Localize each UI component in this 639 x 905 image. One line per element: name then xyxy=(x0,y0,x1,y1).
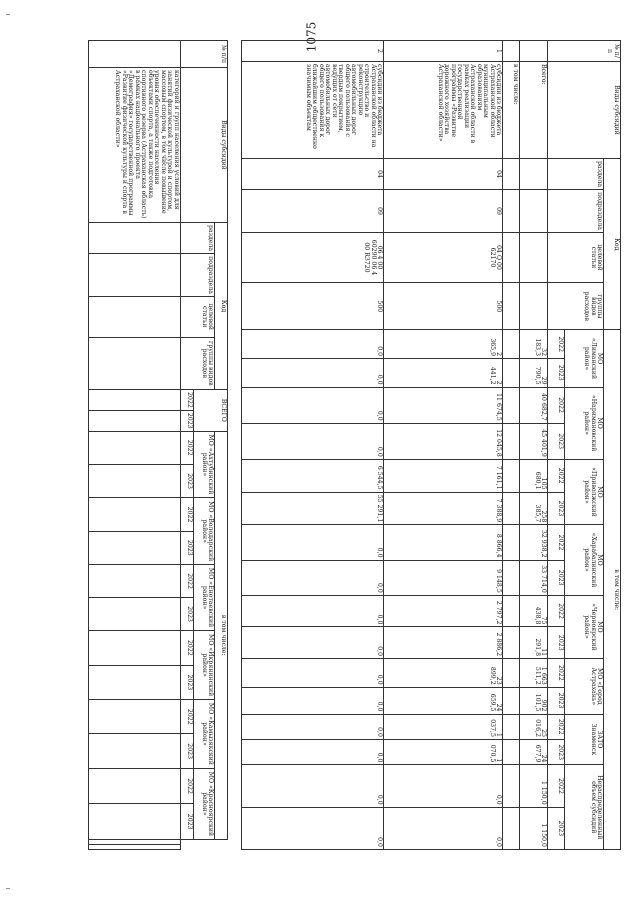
row-value: 12 045,8 xyxy=(384,423,503,459)
year-header: 2023 xyxy=(180,464,193,497)
row-value: 24 659,5 xyxy=(384,687,503,714)
row-kind-cell: категорий и групп населения условий для занятий физической культурой и спортом, массовым спортом, в том числе повышение уровня обеспеченности населения объектами спорта, а также подготовка спортивного резерва (Астраханская область) в рамках национального проекта «Демография» государственной программы «Развитие физической культуры и спорта в Астраханской области» xyxy=(89,68,181,223)
row-podrazdel: 09 xyxy=(384,190,503,233)
code-podrazdel-header: подраздела xyxy=(548,190,604,233)
row-value: 0,0 xyxy=(242,359,384,388)
region-header: МО «Лиманский район» xyxy=(564,330,603,387)
total-value: 25 016,2 xyxy=(520,714,548,739)
row-num: 2 xyxy=(242,41,384,62)
total-value: 258 385,7 xyxy=(520,492,548,525)
row-vid: 500 xyxy=(242,283,384,330)
region-header: МО «Володарский район» xyxy=(193,498,215,565)
subsidy-table-lower xyxy=(241,40,621,850)
row-value: 7 161,1 xyxy=(384,459,503,492)
incl-label: в том числе: xyxy=(503,62,520,159)
region-header: МО «Камызякский район» xyxy=(193,700,215,769)
total-row xyxy=(520,41,548,850)
row-value: 23 899,2 xyxy=(384,659,503,688)
row-razdel: 04 xyxy=(242,159,384,190)
region-header: МО «Наримановский район» xyxy=(564,387,603,459)
row-value: 2 365,9 xyxy=(384,330,503,359)
code-vid-header: группы видов расходов xyxy=(180,337,214,389)
row-value: 0,0 xyxy=(242,714,384,739)
col-kind-header: Виды субсидий xyxy=(180,68,227,223)
row-value: 0,0 xyxy=(242,423,384,459)
year-header: 2022 xyxy=(180,565,193,598)
row-vid: 500 xyxy=(384,283,503,330)
page-number: 1075 xyxy=(304,21,319,53)
table-lower-wrapper xyxy=(241,40,621,850)
year-header: 2022 xyxy=(180,700,193,734)
year-header: 2022 xyxy=(180,390,193,411)
code-podrazdel-header: подраздела xyxy=(180,254,214,297)
row-num-cell xyxy=(89,41,181,68)
table-row xyxy=(242,41,384,850)
year-header: 2023 xyxy=(548,423,565,459)
region-header: ЗАТО Знаменск xyxy=(564,714,603,765)
col-kind-header: Виды субсидий xyxy=(548,62,621,159)
region-header: МО «Красноярский район» xyxy=(193,768,215,839)
code-vid-header: группы видов расходов xyxy=(548,283,604,330)
total-value: 1 663 511,2 xyxy=(520,659,548,688)
region-header: МО «Приволжский район» xyxy=(564,459,603,525)
subsidy-table-upper xyxy=(88,40,228,850)
col-num-header: № п/п xyxy=(180,41,227,68)
year-header: 2022 xyxy=(548,765,565,807)
scan-mark xyxy=(6,888,10,889)
row-value: 0,0 xyxy=(242,525,384,560)
year-header: 2022 xyxy=(548,659,565,688)
row-value: 6 544,5 xyxy=(242,459,384,492)
total-value: 32 183,3 xyxy=(520,330,548,359)
row-value: 0,0 xyxy=(242,807,384,849)
total-value: 11 291,8 xyxy=(520,627,548,659)
row-value: 0,0 xyxy=(242,687,384,714)
row-value: 2 797,2 xyxy=(384,595,503,627)
total-value: 45 401,9 xyxy=(520,423,548,459)
row-num: 1 xyxy=(384,41,503,62)
total-value: 1 150,0 xyxy=(520,765,548,807)
total-value: 32 938,2 xyxy=(520,525,548,560)
row-value: 0,0 xyxy=(242,739,384,764)
year-header: 2023 xyxy=(180,598,193,631)
region-header: МО «Ахтубинский район» xyxy=(193,431,215,498)
year-header: 2023 xyxy=(548,359,565,388)
row-value: 1 070,5 xyxy=(384,739,503,764)
code-razdel-header: раздела xyxy=(548,159,604,190)
year-header: 2023 xyxy=(548,687,565,714)
row-kind: субсидии из бюджета Астраханской области на строительство и реконструкцию автомобильных дорог общего пользования с твердым покрытием, ведущих от сети автомобильных дорог общего пользования к ближайшим общественно значимым объектам xyxy=(242,62,384,159)
region-header: МО «Енотаевский район» xyxy=(193,565,215,631)
year-header: 2022 xyxy=(548,595,565,627)
row-value: 8 866,4 xyxy=(384,525,503,560)
year-header: 2022 xyxy=(548,525,565,560)
row-value: 55 291,1 xyxy=(242,492,384,525)
incl-row xyxy=(503,41,520,850)
row-value: 0,0 xyxy=(242,659,384,688)
year-header: 2023 xyxy=(180,804,193,840)
row-value: 0,0 xyxy=(242,595,384,627)
year-header: 2023 xyxy=(548,560,565,595)
region-header: Нераспределенный объем субсидий xyxy=(564,765,603,850)
year-header: 2022 xyxy=(548,714,565,739)
year-header: 2023 xyxy=(548,739,565,764)
row-value: 0,0 xyxy=(242,627,384,659)
scan-mark xyxy=(6,14,10,15)
col-incl-header: в том числе: xyxy=(215,431,228,839)
year-header: 2023 xyxy=(180,734,193,768)
row-value: 2 886,2 xyxy=(384,627,503,659)
total-value: 24 677,9 xyxy=(520,739,548,764)
region-header: МО «Харабалинский район» xyxy=(564,525,603,596)
col-total-header: ВСЕГО xyxy=(193,390,227,432)
table-row xyxy=(384,41,503,850)
row-value: 7 388,9 xyxy=(384,492,503,525)
row-value: 0,0 xyxy=(384,807,503,849)
year-header: 2022 xyxy=(180,768,193,804)
year-header: 2022 xyxy=(180,498,193,531)
row-value: 1 037,5 xyxy=(384,714,503,739)
row-value: 11 674,5 xyxy=(384,387,503,423)
row-statya: 06 4 00 60290 06 4 00 R3720 xyxy=(242,232,384,282)
row-statya: 04 Q 00 62170 xyxy=(384,232,503,282)
total-value: 1 150,0 xyxy=(520,807,548,849)
col-code-header: Код xyxy=(215,223,228,390)
year-header: 2022 xyxy=(548,459,565,492)
row-value: 0,0 xyxy=(242,765,384,807)
row-value: 2 441,2 xyxy=(384,359,503,388)
col-code-header: Код xyxy=(604,159,621,330)
total-value: 902 101,5 xyxy=(520,687,548,714)
year-header: 2022 xyxy=(180,431,193,464)
year-header: 2023 xyxy=(180,531,193,564)
row-kind: субсидии из бюджета Астраханской области муниципальным образованиям Астраханской области в рамках реализации государственной программы «Развитие дорожного хозяйства Астраханской области» xyxy=(384,62,503,159)
year-header: 2023 xyxy=(180,410,193,431)
year-header: 2022 xyxy=(180,631,193,665)
code-razdel-header: раздела xyxy=(180,223,214,254)
total-label: Всего: xyxy=(520,62,548,159)
row-podrazdel: 09 xyxy=(242,190,384,233)
row-value: 9 148,5 xyxy=(384,560,503,595)
total-value: 105 680,1 xyxy=(520,459,548,492)
total-value: 40 682,7 xyxy=(520,387,548,423)
year-header: 2022 xyxy=(548,387,565,423)
code-statya-header: целевой статьи xyxy=(180,296,214,337)
region-header: МО «Город Астрахань» xyxy=(564,659,603,714)
total-value: 75 438,8 xyxy=(520,595,548,627)
year-header: 2023 xyxy=(548,807,565,849)
row-value: 0,0 xyxy=(242,560,384,595)
row-value: 0,0 xyxy=(384,765,503,807)
region-header: МО «Икрянинский район» xyxy=(193,631,215,700)
region-header: МО «Черноярский район» xyxy=(564,595,603,658)
year-header: 2023 xyxy=(548,492,565,525)
row-razdel: 04 xyxy=(384,159,503,190)
total-value: 33 714,0 xyxy=(520,560,548,595)
row-value: 0,0 xyxy=(242,387,384,423)
code-statya-header: целевой статьи xyxy=(548,232,604,282)
table-upper-wrapper xyxy=(88,40,228,850)
year-header: 2023 xyxy=(180,665,193,699)
total-value: 29 790,5 xyxy=(520,359,548,388)
row-value: 0,0 xyxy=(242,330,384,359)
year-header: 2023 xyxy=(548,627,565,659)
col-num-header: № п/п xyxy=(548,41,621,62)
year-header: 2022 xyxy=(548,330,565,359)
col-incl-header: в том числе: xyxy=(604,330,621,850)
